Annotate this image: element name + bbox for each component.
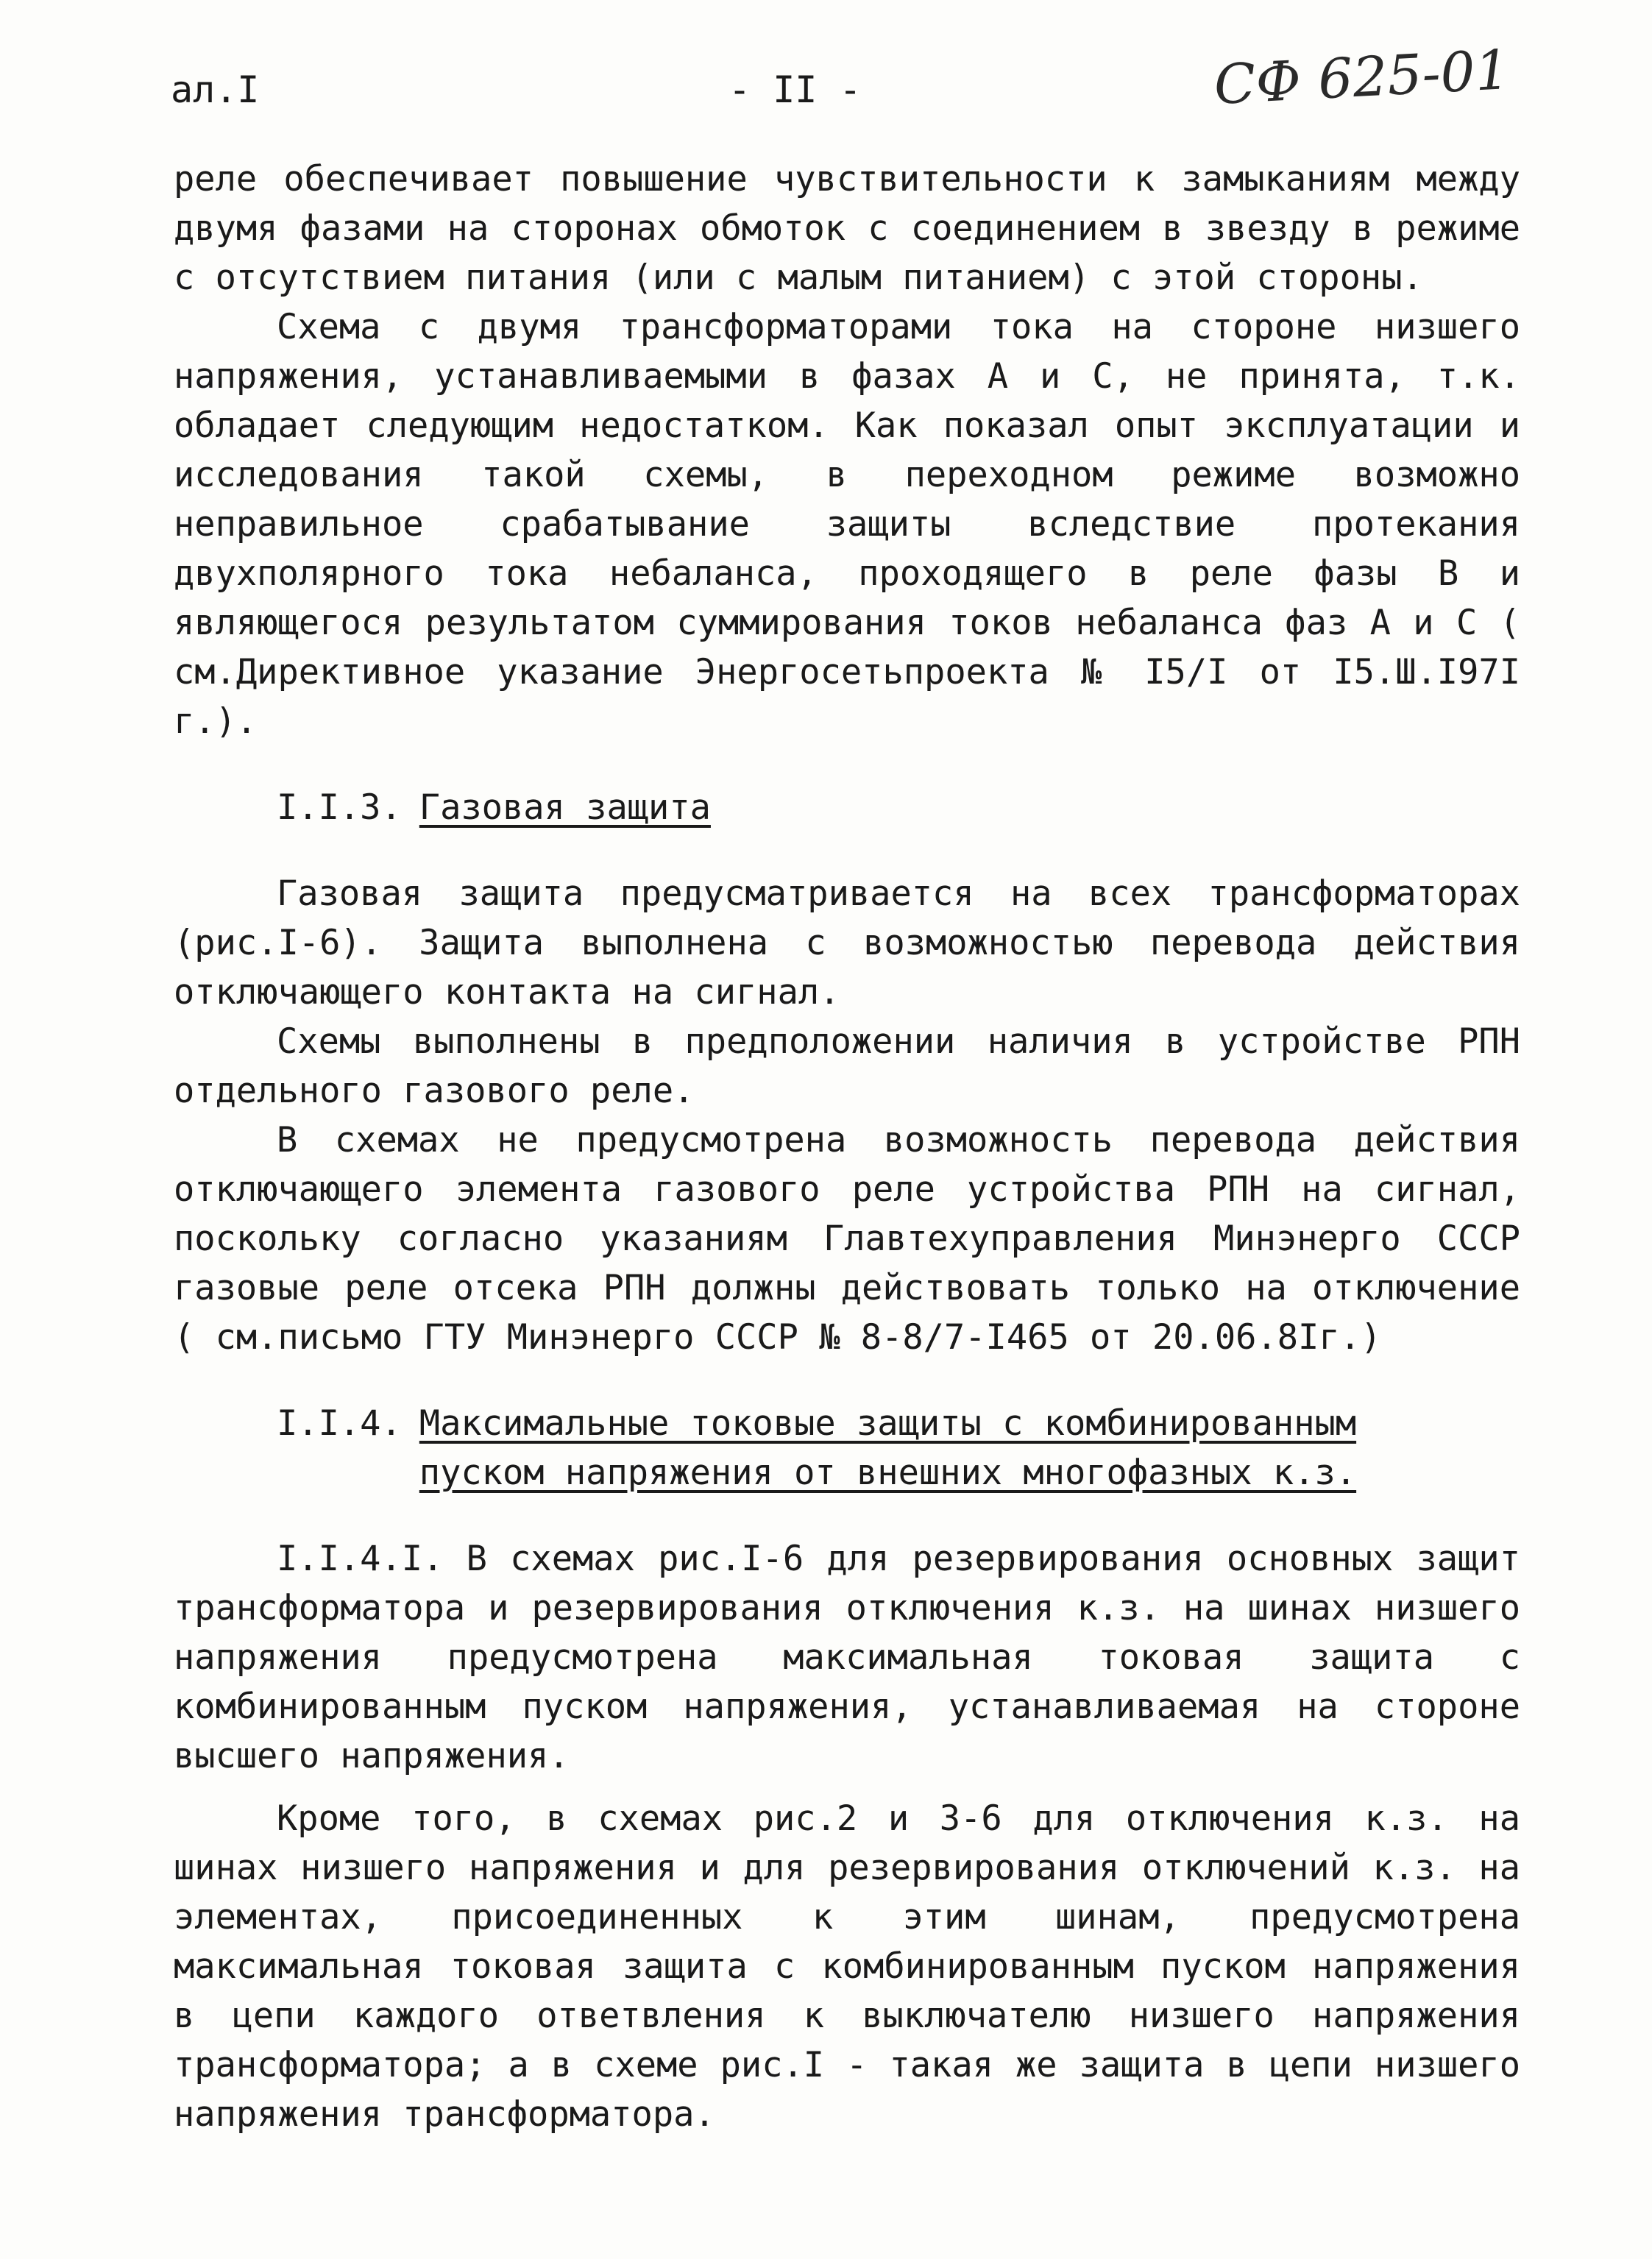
sheet-label: ал.I bbox=[171, 68, 260, 111]
section-title-line: Максимальные токовые защиты с комбинированным bbox=[419, 1403, 1357, 1444]
section-number: I.I.4. bbox=[277, 1403, 402, 1444]
paragraph: I.I.4.I. В схемах рис.I-6 для резервирования основных защит трансформатора и резервирования отключения к.з. на шинах низшего напряжения предусмотрена максимальная токовая защита с комбинированным пуском напряжения, устанавливаемая на стороне высшего напряжения. bbox=[174, 1539, 1520, 1776]
paragraph: В схемах не предусмотрена возможность перевода действия отключающего элемента газового реле устройства РПН на сигнал, поскольку согласно указаниям Главтехуправления Минэнерго СССР газовые реле отсека РПН должны действовать только на отключение ( см.письмо ГТУ Минэнерго СССР № 8-8/7-I465 от 20.06.8Iг.) bbox=[174, 1120, 1520, 1358]
section-title: Газовая защита bbox=[419, 787, 711, 828]
section-title bbox=[419, 1399, 1520, 1497]
section-heading-overcurrent-protection bbox=[174, 1399, 1520, 1497]
section-title-line: пуском напряжения от внешних многофазных к.з. bbox=[419, 1453, 1357, 1493]
paragraph: Газовая защита предусматривается на всех трансформаторах (рис.I-6). Защита выполнена с возможностью перевода действия отключающего контакта на сигнал. bbox=[174, 873, 1520, 1013]
document-body bbox=[174, 155, 1520, 2139]
document-code-handwritten: СФ 625-01 bbox=[1212, 38, 1511, 117]
paragraph: Схемы выполнены в предположении наличия в устройстве РПН отдельного газового реле. bbox=[174, 1021, 1520, 1111]
paragraph: реле обеспечивает повышение чувствительности к замыканиям между двумя фазами на сторонах обмоток с соединением в звезду в режиме с отсутствием питания (или с малым питанием) с этой стороны. bbox=[174, 159, 1520, 298]
paragraph: Схема с двумя трансформаторами тока на стороне низшего напряжения, устанавливаемыми в фазах А и С, не принята, т.к. обладает следующим недостатком. Как показал опыт эксплуатации и исследования такой схемы, в переходном режиме возможно неправильное срабатывание защиты вследствие протекания двухполярного тока небаланса, проходящего в реле фазы В и являющегося результатом суммирования токов небаланса фаз А и С ( см.Директивное указание Энергосетьпроекта № I5/I от I5.Ш.I97I г.). bbox=[174, 307, 1520, 742]
page-number: - II - bbox=[728, 68, 862, 111]
section-heading-gas-protection bbox=[174, 783, 1520, 832]
section-number: I.I.3. bbox=[277, 787, 402, 828]
paragraph: Кроме того, в схемах рис.2 и 3-6 для отключения к.з. на шинах низшего напряжения и для резервирования отключений к.з. на элементах, присоединенных к этим шинам, предусмотрена максимальная токовая защита с комбинированным пуском напряжения в цепи каждого ответвления к выключателю низшего напряжения трансформатора; а в схеме рис.I - такая же защита в цепи низшего напряжения трансформатора. bbox=[174, 1798, 1520, 2135]
